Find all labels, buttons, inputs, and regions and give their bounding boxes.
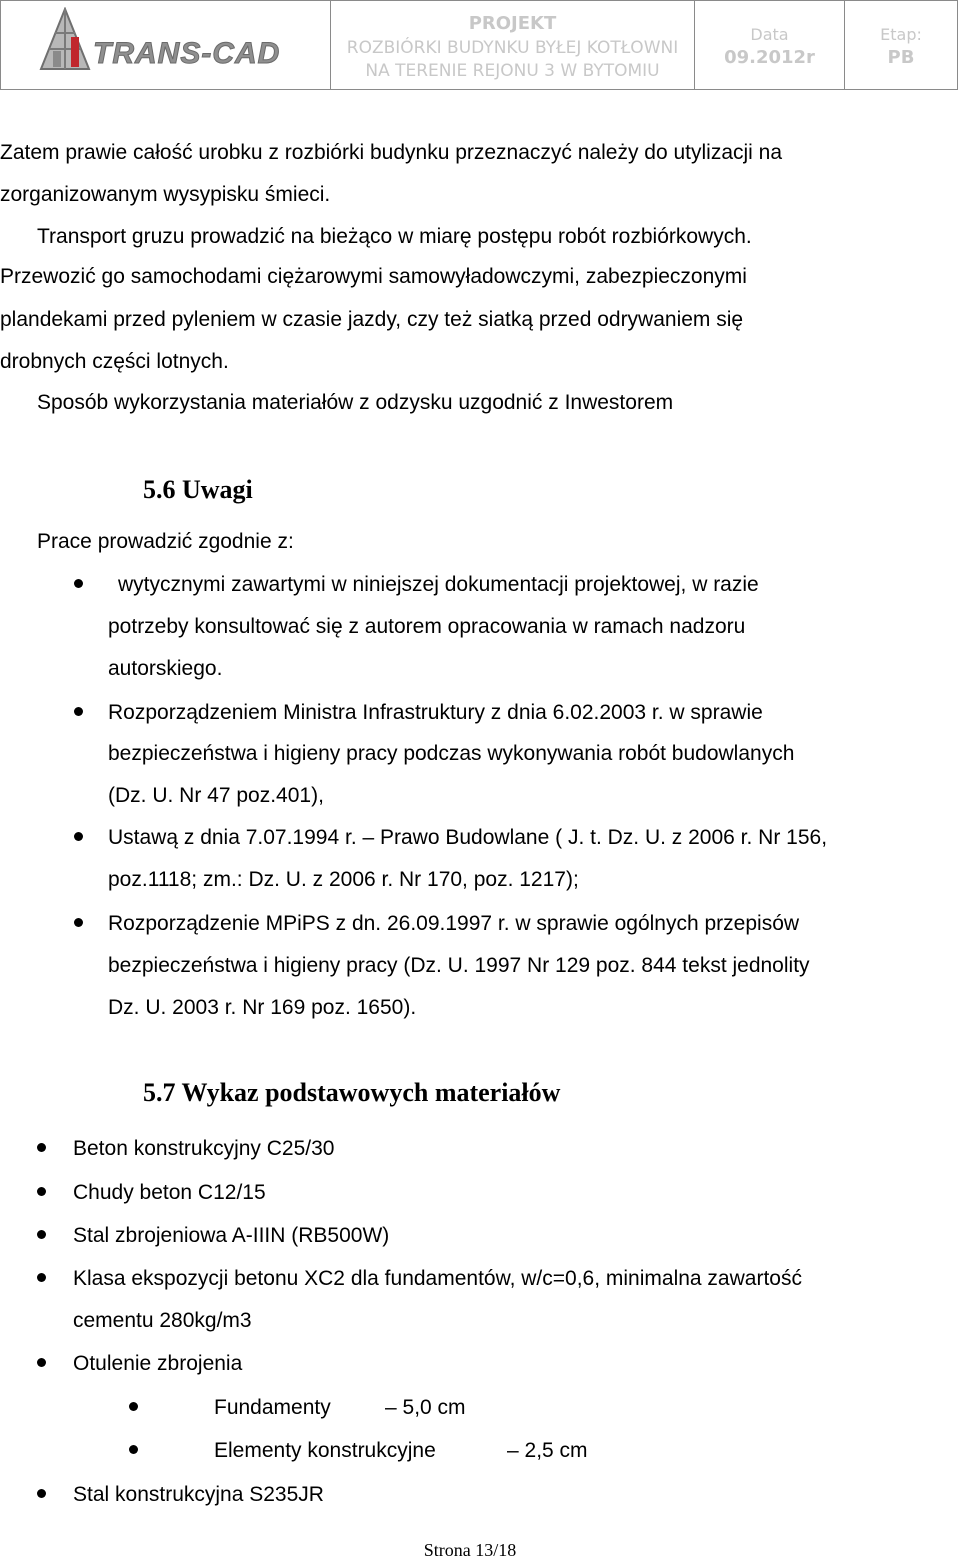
sub-item-value: – 2,5 cm (507, 1439, 588, 1462)
bullet-icon (37, 1230, 46, 1239)
intro-line: plandekami przed pyleniem w czasie jazdy, czy też siatką przed odrywaniem się (0, 308, 744, 331)
material-item-continuation: cementu 280kg/m3 (73, 1309, 252, 1332)
intro-line: Transport gruzu prowadzić na bieżąco w miarę postępu robót rozbiórkowych. (37, 225, 752, 248)
sub-item-label: Fundamenty (214, 1396, 331, 1419)
material-item: Chudy beton C12/15 (73, 1181, 266, 1204)
bullet-icon (74, 918, 83, 927)
bullet-icon (37, 1187, 46, 1196)
bullet-icon (74, 579, 83, 588)
sub-item-label: Elementy konstrukcyjne (214, 1439, 436, 1462)
bullet-icon (37, 1273, 46, 1282)
material-item: Beton konstrukcyjny C25/30 (73, 1137, 335, 1160)
list-item-line: bezpieczeństwa i higieny pracy (Dz. U. 1997 Nr 129 poz. 844 tekst jednolity (108, 954, 810, 977)
bullet-icon (37, 1358, 46, 1367)
bullet-icon (129, 1402, 138, 1411)
project-cell (331, 1, 695, 89)
date-value: 09.2012r (724, 47, 815, 68)
stage-value: PB (887, 47, 915, 68)
section-heading-5-6: 5.6 Uwagi (143, 475, 253, 504)
list-item-line: poz.1118; zm.: Dz. U. z 2006 r. Nr 170, poz. 1217); (108, 868, 579, 891)
list-item-line: Rozporządzenie MPiPS z dn. 26.09.1997 r. w sprawie ogólnych przepisów (108, 912, 800, 935)
list-item-line: Ustawą z dnia 7.07.1994 r. – Prawo Budowlane ( J. t. Dz. U. z 2006 r. Nr 156, (108, 826, 828, 849)
intro-line: drobnych części lotnych. (0, 350, 229, 373)
project-title-line-1: ROZBIÓRKI BUDYNKU BYŁEJ KOTŁOWNI (346, 38, 679, 58)
date-cell (695, 1, 845, 89)
section-intro: Prace prowadzić zgodnie z: (37, 530, 294, 553)
project-label: PROJEKT (468, 13, 557, 34)
material-item: Stal zbrojeniowa A-IIIN (RB500W) (73, 1224, 390, 1247)
logo-cell (1, 1, 331, 89)
material-item: Klasa ekspozycji betonu XC2 dla fundamentów, w/c=0,6, minimalna zawartość (73, 1267, 802, 1290)
list-item-line: Rozporządzeniem Ministra Infrastruktury z dnia 6.02.2003 r. w sprawie (108, 701, 763, 724)
material-item: Otulenie zbrojenia (73, 1352, 243, 1375)
intro-line: Sposób wykorzystania materiałów z odzysku uzgodnić z Inwestorem (37, 391, 674, 414)
logo-text: TRANS-CAD (93, 37, 281, 70)
section-heading-5-7: 5.7 Wykaz podstawowych materiałów (143, 1078, 561, 1107)
intro-line: Przewozić go samochodami ciężarowymi samowyładowczymi, zabezpieczonymi (0, 265, 747, 288)
project-title-line-2: NA TERENIE REJONU 3 W BYTOMIU (365, 61, 660, 81)
bullet-icon (74, 832, 83, 841)
page-number: Strona 13/18 (423, 1540, 517, 1560)
intro-line: Zatem prawie całość urobku z rozbiórki budynku przeznaczyć należy do utylizacji na (0, 141, 783, 164)
company-logo (35, 7, 95, 71)
list-item-line: potrzeby konsultować się z autorem opracowania w ramach nadzoru (108, 615, 746, 638)
sub-item-value: – 5,0 cm (385, 1396, 466, 1419)
material-item: Stal konstrukcyjna S235JR (73, 1483, 324, 1506)
list-item-line: (Dz. U. Nr 47 poz.401), (108, 784, 324, 807)
list-item-line: wytycznymi zawartymi w niniejszej dokumentacji projektowej, w razie (118, 573, 759, 596)
stage-cell (845, 1, 957, 89)
stage-label: Etap: (880, 25, 922, 44)
bullet-icon (37, 1143, 46, 1152)
date-label: Data (750, 25, 789, 44)
list-item-line: bezpieczeństwa i higieny pracy podczas wykonywania robót budowlanych (108, 742, 795, 765)
list-item-line: autorskiego. (108, 657, 223, 680)
intro-line: zorganizowanym wysypisku śmieci. (0, 183, 331, 206)
document-header (0, 0, 958, 90)
list-item-line: Dz. U. 2003 r. Nr 169 poz. 1650). (108, 996, 417, 1019)
bullet-icon (37, 1489, 46, 1498)
bullet-icon (74, 707, 83, 716)
bullet-icon (129, 1445, 138, 1454)
